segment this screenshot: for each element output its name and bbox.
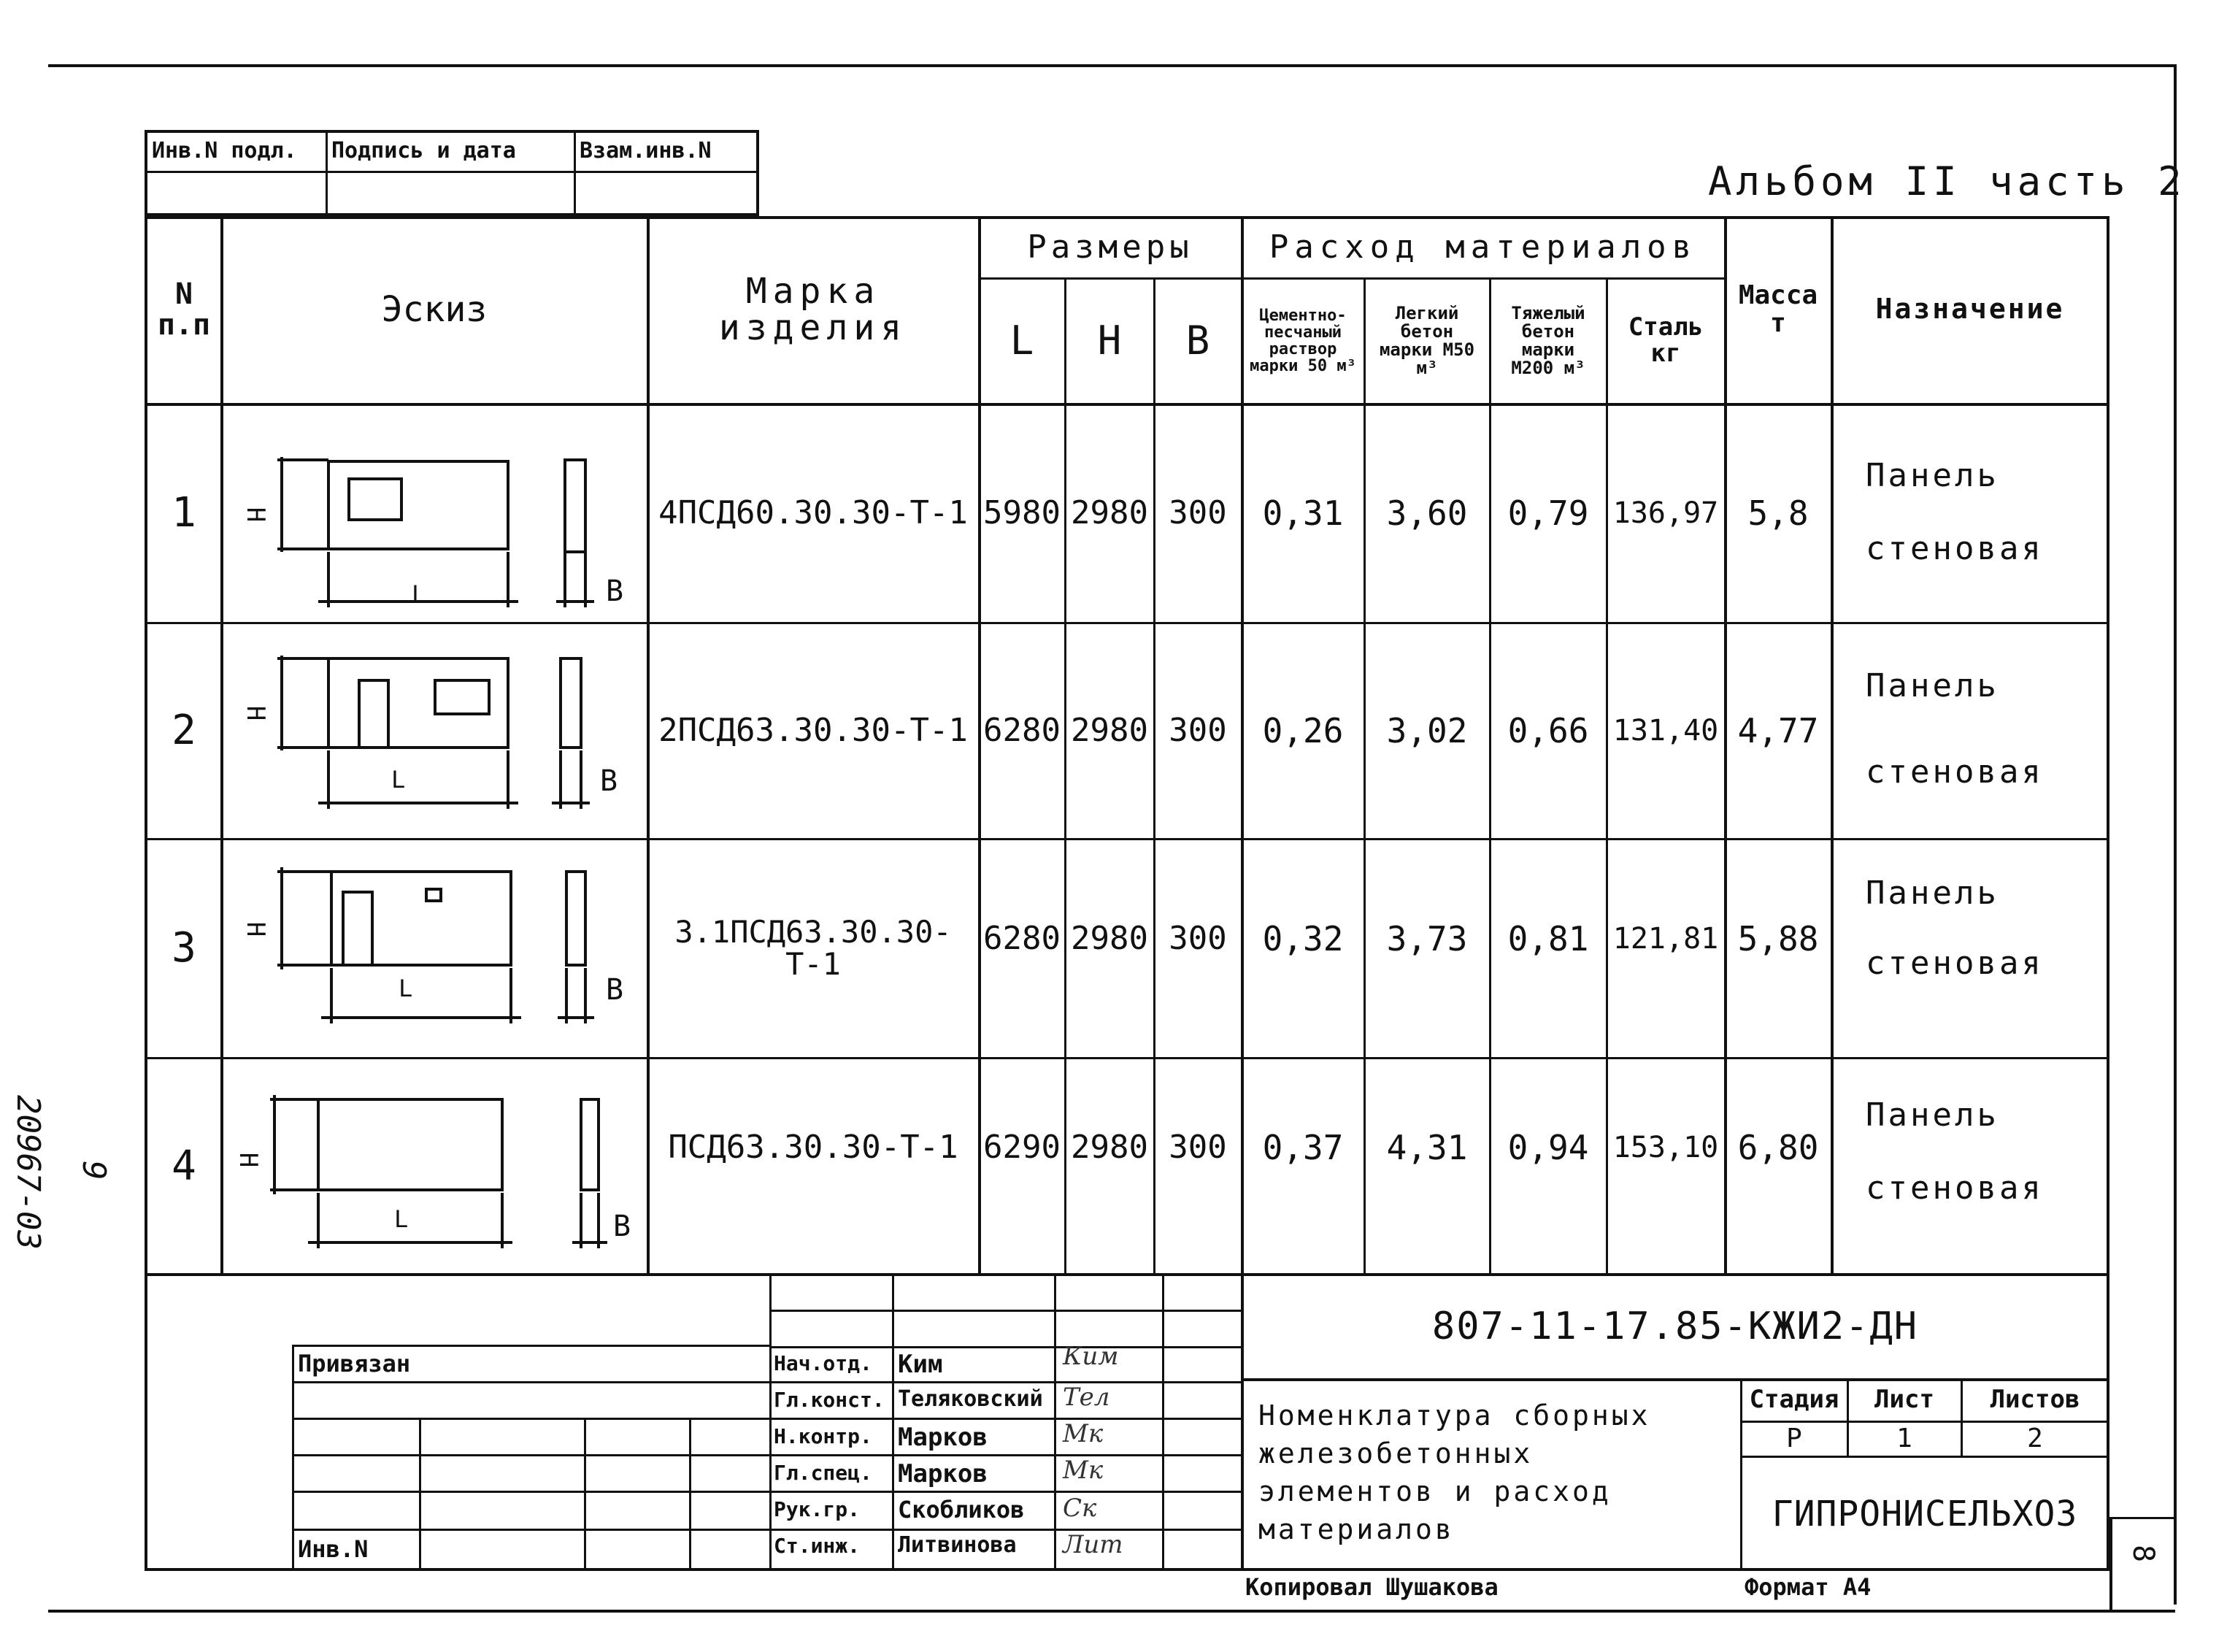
sketch-4-L-label: L — [394, 1205, 409, 1233]
right-border-line — [2174, 64, 2177, 1605]
sketch-4-H-label: H — [234, 1152, 264, 1168]
row-1-number: 1 — [172, 488, 196, 537]
header-H: H — [1097, 317, 1122, 364]
header-number: N п.п — [157, 277, 211, 342]
stamp-vzam-inv: Взам.инв.N — [580, 138, 712, 164]
row-2-mass: 4,77 — [1737, 710, 1819, 750]
sketch-row-1 — [223, 406, 645, 621]
privyazan-label: Привязан — [298, 1350, 411, 1378]
title-line-4: материалов — [1258, 1513, 1455, 1545]
sketch-4-B-label: B — [613, 1210, 631, 1243]
role-4-name: Марков — [898, 1459, 988, 1488]
role-2-name: Теляковский — [898, 1386, 1043, 1412]
row-2-H: 2980 — [1071, 711, 1148, 749]
row-2-light-concrete: 3,02 — [1386, 710, 1468, 750]
sketch-3-B-label: B — [606, 973, 624, 1007]
role-6-name: Литвинова — [898, 1532, 1017, 1558]
title-line-2: железобетонных — [1258, 1437, 1534, 1469]
role-1-signature: Ким — [1063, 1342, 1119, 1371]
bottom-border-line — [48, 1610, 2175, 1613]
header-mass: Масса т — [1738, 280, 1818, 338]
row-3-cement: 0,32 — [1262, 918, 1344, 958]
row-3-heavy-concrete: 0,81 — [1507, 918, 1589, 958]
row-1-purpose-line2: стеновая — [1866, 530, 2044, 567]
row-3-B: 300 — [1169, 919, 1227, 957]
sketch-2-H-label: H — [241, 705, 271, 721]
row-4-light-concrete: 4,31 — [1386, 1127, 1468, 1167]
role-5-signature: Ск — [1063, 1494, 1097, 1523]
row-3-mark: 3.1ПСД63.30.30-Т-1 — [674, 913, 952, 982]
role-4-signature: Мк — [1063, 1456, 1104, 1485]
title-line-3: элементов и расход — [1258, 1475, 1612, 1507]
header-cement: Цементно-песчаный раствор марки 50 м³ — [1250, 306, 1356, 376]
row-4-H: 2980 — [1071, 1128, 1148, 1166]
row-2-purpose-line1: Панель — [1866, 667, 1999, 704]
header-steel: Сталь кг — [1628, 312, 1704, 368]
title-line-1: Номенклатура сборных — [1258, 1399, 1651, 1432]
row-4-mark: ПСД63.30.30-Т-1 — [668, 1128, 958, 1166]
row-2-L: 6280 — [983, 711, 1061, 749]
row-1-heavy-concrete: 0,79 — [1507, 493, 1589, 533]
stadia-label: Стадия — [1749, 1385, 1839, 1415]
sketch-row-4 — [223, 1060, 645, 1273]
header-mark: Марка изделия — [718, 270, 908, 348]
sketch-1-L-label: L — [412, 580, 426, 608]
album-title: Альбом II часть 2 — [1708, 158, 2186, 204]
row-4-mass: 6,80 — [1737, 1127, 1819, 1167]
sketch-2-L-label: L — [391, 766, 406, 794]
listov-value: 2 — [2027, 1424, 2043, 1454]
sketch-3-H-label: H — [241, 921, 271, 937]
page-number-box — [2109, 1517, 2177, 1610]
row-1-L: 5980 — [983, 493, 1061, 531]
row-1-light-concrete: 3,60 — [1386, 493, 1468, 533]
role-6-title: Ст.инж. — [774, 1534, 861, 1558]
row-1-H: 2980 — [1071, 493, 1148, 531]
row-4-B: 300 — [1169, 1128, 1227, 1166]
row-3-H: 2980 — [1071, 919, 1148, 957]
sketch-row-2 — [223, 625, 645, 837]
row-1-mark: 4ПСД60.30.30-Т-1 — [658, 493, 968, 531]
left-page-number: 9 — [75, 1161, 112, 1180]
document-code: 807-11-17.85-КЖИ2-ДН — [1431, 1304, 1919, 1348]
role-5-name: Скобликов — [898, 1496, 1025, 1524]
top-border-line — [48, 64, 2175, 67]
header-heavy-concrete: Тяжелый бетон марки М200 м³ — [1511, 302, 1585, 379]
row-4-cement: 0,37 — [1262, 1127, 1344, 1167]
row-2-steel: 131,40 — [1612, 714, 1719, 748]
sketch-3-L-label: L — [399, 975, 413, 1002]
list-value: 1 — [1896, 1424, 1912, 1454]
row-3-purpose-line1: Панель — [1866, 875, 1999, 912]
sketch-2-B-label: B — [600, 764, 618, 798]
header-L: L — [1009, 317, 1034, 364]
row-4-number: 4 — [172, 1142, 196, 1190]
row-3-mass: 5,88 — [1737, 918, 1819, 958]
inv-n-label: Инв.N — [298, 1535, 369, 1563]
row-4-steel: 153,10 — [1612, 1131, 1719, 1164]
sketch-row-3 — [223, 841, 645, 1056]
row-2-heavy-concrete: 0,66 — [1507, 710, 1589, 750]
row-1-purpose-line1: Панель — [1866, 457, 1999, 494]
paper-format: Формат А4 — [1745, 1573, 1872, 1601]
role-6-signature: Лит — [1063, 1530, 1123, 1559]
row-1-cement: 0,31 — [1262, 493, 1344, 533]
row-4-purpose-line2: стеновая — [1866, 1169, 2044, 1207]
organization-name: ГИПРОНИСЕЛЬХОЗ — [1772, 1493, 2078, 1534]
row-3-light-concrete: 3,73 — [1386, 918, 1468, 958]
role-2-title: Гл.конст. — [774, 1388, 885, 1412]
row-3-purpose-line2: стеновая — [1866, 945, 2044, 982]
stamp-podpis-data: Подпись и дата — [331, 138, 516, 164]
row-2-cement: 0,26 — [1262, 710, 1344, 750]
archive-stamp — [145, 130, 759, 216]
right-page-number: 8 — [2126, 1544, 2161, 1563]
role-3-name: Марков — [898, 1423, 988, 1452]
row-4-heavy-concrete: 0,94 — [1507, 1127, 1589, 1167]
copied-by: Копировал Шушакова — [1245, 1573, 1499, 1601]
role-1-name: Ким — [898, 1350, 943, 1379]
stamp-inv-podl: Инв.N подл. — [152, 138, 297, 164]
role-4-title: Гл.спец. — [774, 1461, 872, 1485]
header-sizes: Размеры — [1027, 228, 1193, 266]
role-3-title: Н.контр. — [774, 1424, 872, 1448]
role-5-title: Рук.гр. — [774, 1497, 861, 1521]
role-3-signature: Мк — [1063, 1419, 1104, 1448]
row-3-L: 6280 — [983, 919, 1061, 957]
row-3-number: 3 — [172, 923, 196, 972]
row-2-number: 2 — [172, 706, 196, 754]
role-2-signature: Тел — [1063, 1383, 1110, 1412]
row-1-B: 300 — [1169, 493, 1227, 531]
listov-label: Листов — [1990, 1385, 2080, 1415]
stadia-value: Р — [1786, 1424, 1802, 1454]
role-1-title: Нач.отд. — [774, 1351, 872, 1375]
header-sketch: Эскиз — [381, 288, 488, 330]
row-3-steel: 121,81 — [1612, 922, 1719, 956]
row-1-mass: 5,8 — [1747, 493, 1809, 533]
header-materials: Расход материалов — [1269, 228, 1698, 266]
row-4-purpose-line1: Панель — [1866, 1096, 1999, 1134]
row-2-B: 300 — [1169, 711, 1227, 749]
header-light-concrete: Легкий бетон марки М50 м³ — [1379, 302, 1475, 379]
row-2-purpose-line2: стеновая — [1866, 753, 2044, 791]
row-2-mark: 2ПСД63.30.30-Т-1 — [658, 711, 968, 749]
row-4-L: 6290 — [983, 1128, 1061, 1166]
sketch-1-H-label: H — [241, 507, 271, 523]
sketch-1-B-label: B — [606, 575, 624, 608]
header-B: B — [1185, 317, 1210, 364]
edge-document-number: 20967-03 — [9, 1095, 47, 1250]
header-purpose: Назначение — [1875, 293, 2065, 326]
row-1-steel: 136,97 — [1612, 496, 1719, 530]
list-label: Лист — [1874, 1385, 1934, 1415]
